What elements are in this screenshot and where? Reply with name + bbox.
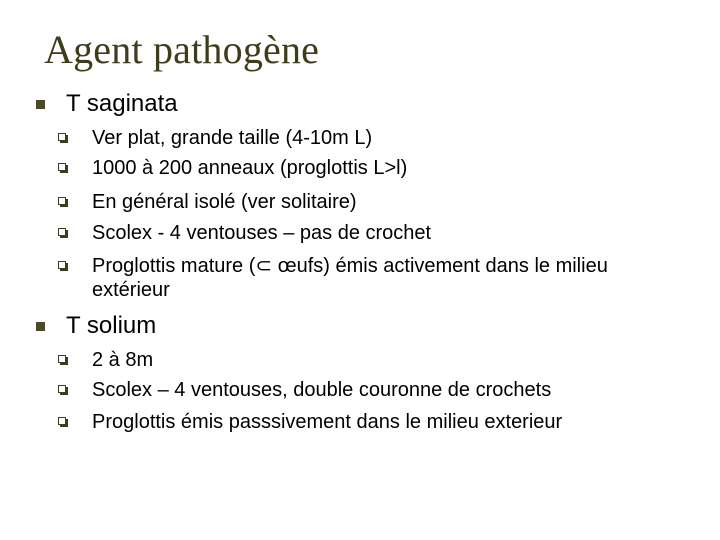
list-item-text: En général isolé (ver solitaire) [92, 191, 357, 213]
square-bullet-icon [36, 100, 45, 109]
checkbox-bullet-icon [58, 197, 66, 205]
checkbox-bullet-icon [58, 163, 66, 171]
square-bullet-icon [36, 322, 45, 331]
checkbox-bullet-icon [58, 355, 66, 363]
list-item-text: Proglottis émis passsivement dans le milieu exterieur [92, 411, 563, 433]
section-heading-label: T saginata [66, 90, 178, 117]
list-item-text: Scolex – 4 ventouses, double couronne de crochets [92, 379, 552, 401]
list-item-text: 2 à 8m [92, 349, 154, 371]
checkbox-bullet-icon [58, 417, 66, 425]
list-item-text: 1000 à 200 anneaux (proglottis L>l) [92, 157, 408, 179]
checkbox-bullet-icon [58, 133, 66, 141]
section-heading-label: T solium [66, 312, 157, 339]
list-item-text: Scolex - 4 ventouses – pas de crochet [92, 222, 432, 244]
list-item-text: Proglottis mature (⊂ œufs) émis activement dans le milieu extérieur [92, 255, 608, 301]
checkbox-bullet-icon [58, 228, 66, 236]
slide-title: Agent pathogène [44, 27, 320, 72]
list-item-text: Ver plat, grande taille (4-10m L) [92, 127, 373, 149]
checkbox-bullet-icon [58, 385, 66, 393]
checkbox-bullet-icon [58, 261, 66, 269]
